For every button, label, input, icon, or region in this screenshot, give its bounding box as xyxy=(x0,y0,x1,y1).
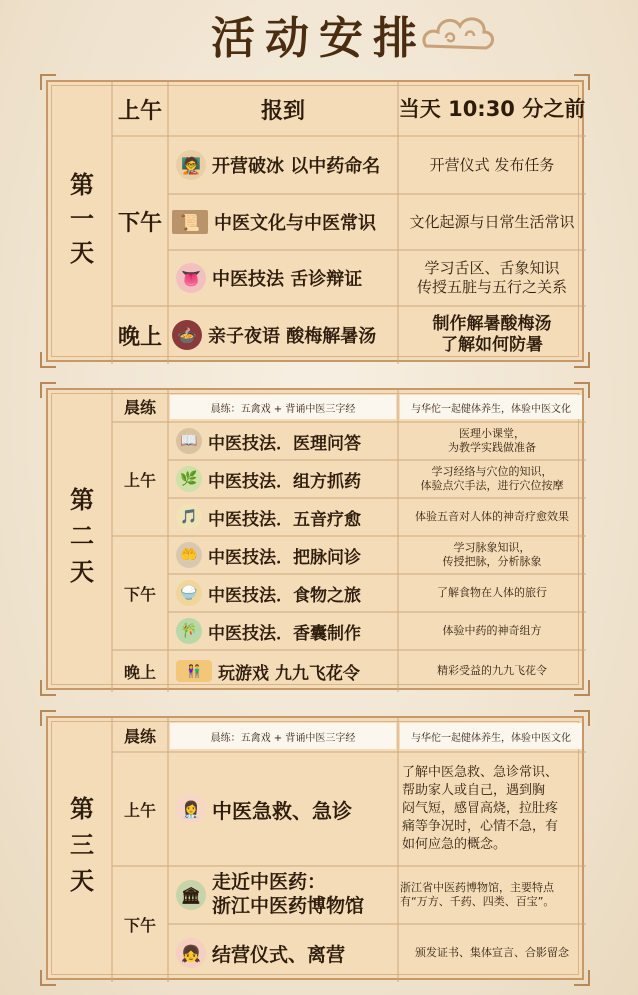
book-icon: 📖 xyxy=(176,428,202,454)
herb-icon: 🌿 xyxy=(176,466,202,492)
activity-tcm-culture: 📜 中医文化与中医常识 xyxy=(168,194,398,250)
museum-icon: 🏛 xyxy=(176,880,206,910)
activity-prescription: 🌿 中医技法．组方抓药 xyxy=(168,460,398,498)
desc-food-journey: 了解食物在人体的旅行 xyxy=(437,586,547,600)
activity-tongue-diagnosis: 👅 中医技法 舌诊辩证 xyxy=(168,250,398,306)
day2-panel xyxy=(46,388,584,690)
desc-first-aid: 了解中医急救、急诊常识、 帮助家人或自己，遇到胸 闷气短，感冒高烧，拉肚疼 痛等争况时，心情不急，有 如何应急的概念。 xyxy=(402,765,559,852)
slot-afternoon: 下午 xyxy=(123,584,156,604)
page-title: 活动安排 xyxy=(211,13,427,64)
activity-medical-qa: 📖 中医技法．医理问答 xyxy=(168,422,398,460)
music-icon: 🎵 xyxy=(176,504,202,530)
day3-label: 第三天 xyxy=(65,796,95,904)
checkin-time: 当天 10:30 分之前 xyxy=(398,96,586,121)
morning-exercise-activity: 晨练：五禽戏 + 背诵中医三字经 xyxy=(170,395,396,419)
desc-tcm-culture: 文化起源与日常生活常识 xyxy=(409,212,575,231)
scholar-icon: 🧑‍🏫 xyxy=(176,150,206,180)
activity-checkin: 报到 xyxy=(260,98,305,124)
slot-afternoon: 下午 xyxy=(123,915,156,935)
desc-plum-soup: 制作解暑酸梅汤 了解如何防暑 xyxy=(432,313,552,355)
slot-evening: 晚上 xyxy=(123,662,156,682)
activity-poetry-game: 👫 玩游戏 九九飞花令 xyxy=(168,650,398,692)
desc-prescription: 学习经络与穴位的知识， 体验点穴手法，进行穴位按摩 xyxy=(420,465,564,492)
scroll-icon: 📜 xyxy=(172,210,208,234)
activity-food-journey: 🍚 中医技法．食物之旅 xyxy=(168,574,398,612)
day1-label: 第一天 xyxy=(65,172,95,274)
auspicious-cloud-icon xyxy=(418,8,498,58)
slot-morning: 上午 xyxy=(117,98,162,124)
plum-soup-icon: 🍲 xyxy=(172,320,202,350)
desc-five-tones: 体验五音对人体的神奇疗愈效果 xyxy=(415,510,569,524)
activity-five-tones: 🎵 中医技法．五音疗愈 xyxy=(168,498,398,536)
desc-pulse: 学习脉象知识， 传授把脉，分析脉象 xyxy=(442,541,542,568)
activity-pulse: 🤲 中医技法．把脉问诊 xyxy=(168,536,398,574)
desc-opening: 开营仪式 发布任务 xyxy=(429,155,555,174)
activity-museum: 🏛 走近中医药： 浙江中医药博物馆 xyxy=(168,866,398,924)
activity-closing: 👧 结营仪式、离营 xyxy=(168,924,398,982)
desc-poetry-game: 精彩受益的九九飞花令 xyxy=(437,664,547,678)
slot-afternoon: 下午 xyxy=(117,210,162,236)
pulse-icon: 🤲 xyxy=(176,542,202,568)
slot-evening: 晚上 xyxy=(117,324,162,350)
activity-plum-soup: 🍲 亲子夜语 酸梅解暑汤 xyxy=(168,306,398,364)
activity-first-aid: 👩‍⚕️ 中医急救、急诊 xyxy=(168,752,398,866)
nurse-icon: 👩‍⚕️ xyxy=(176,794,206,824)
activity-opening: 🧑‍🏫 开营破冰 以中药命名 xyxy=(168,136,398,194)
day3-panel xyxy=(46,716,584,980)
activity-sachet: 🎋 中医技法．香囊制作 xyxy=(168,612,398,650)
day1-panel xyxy=(46,80,584,362)
desc-museum: 浙江省中医药博物馆，主要特点 有“万方、千药、四类、百宝”。 xyxy=(400,881,555,908)
tongue-icon: 👅 xyxy=(176,263,206,293)
morning-exercise-desc: 与华佗一起健体养生，体验中医文化 xyxy=(400,723,582,749)
sachet-icon: 🎋 xyxy=(176,618,202,644)
slot-morning-exercise: 晨练 xyxy=(123,726,156,746)
morning-exercise-activity: 晨练：五禽戏 + 背诵中医三字经 xyxy=(170,723,396,749)
day2-label: 第二天 xyxy=(65,487,95,595)
girl-icon: 👧 xyxy=(176,938,206,968)
kids-icon: 👫 xyxy=(176,660,212,682)
food-icon: 🍚 xyxy=(176,580,202,606)
desc-sachet: 体验中药的神奇组方 xyxy=(442,624,542,638)
slot-morning: 上午 xyxy=(123,470,156,490)
slot-morning: 上午 xyxy=(123,800,156,820)
morning-exercise-desc: 与华佗一起健体养生，体验中医文化 xyxy=(400,395,582,419)
desc-tongue-diagnosis: 学习舌区、舌象知识 传授五脏与五行之关系 xyxy=(416,259,567,296)
desc-closing: 颁发证书、集体宣言、合影留念 xyxy=(415,946,569,960)
desc-medical-qa: 医理小课堂， 为教学实践做准备 xyxy=(448,427,536,454)
slot-morning-exercise: 晨练 xyxy=(123,397,156,417)
